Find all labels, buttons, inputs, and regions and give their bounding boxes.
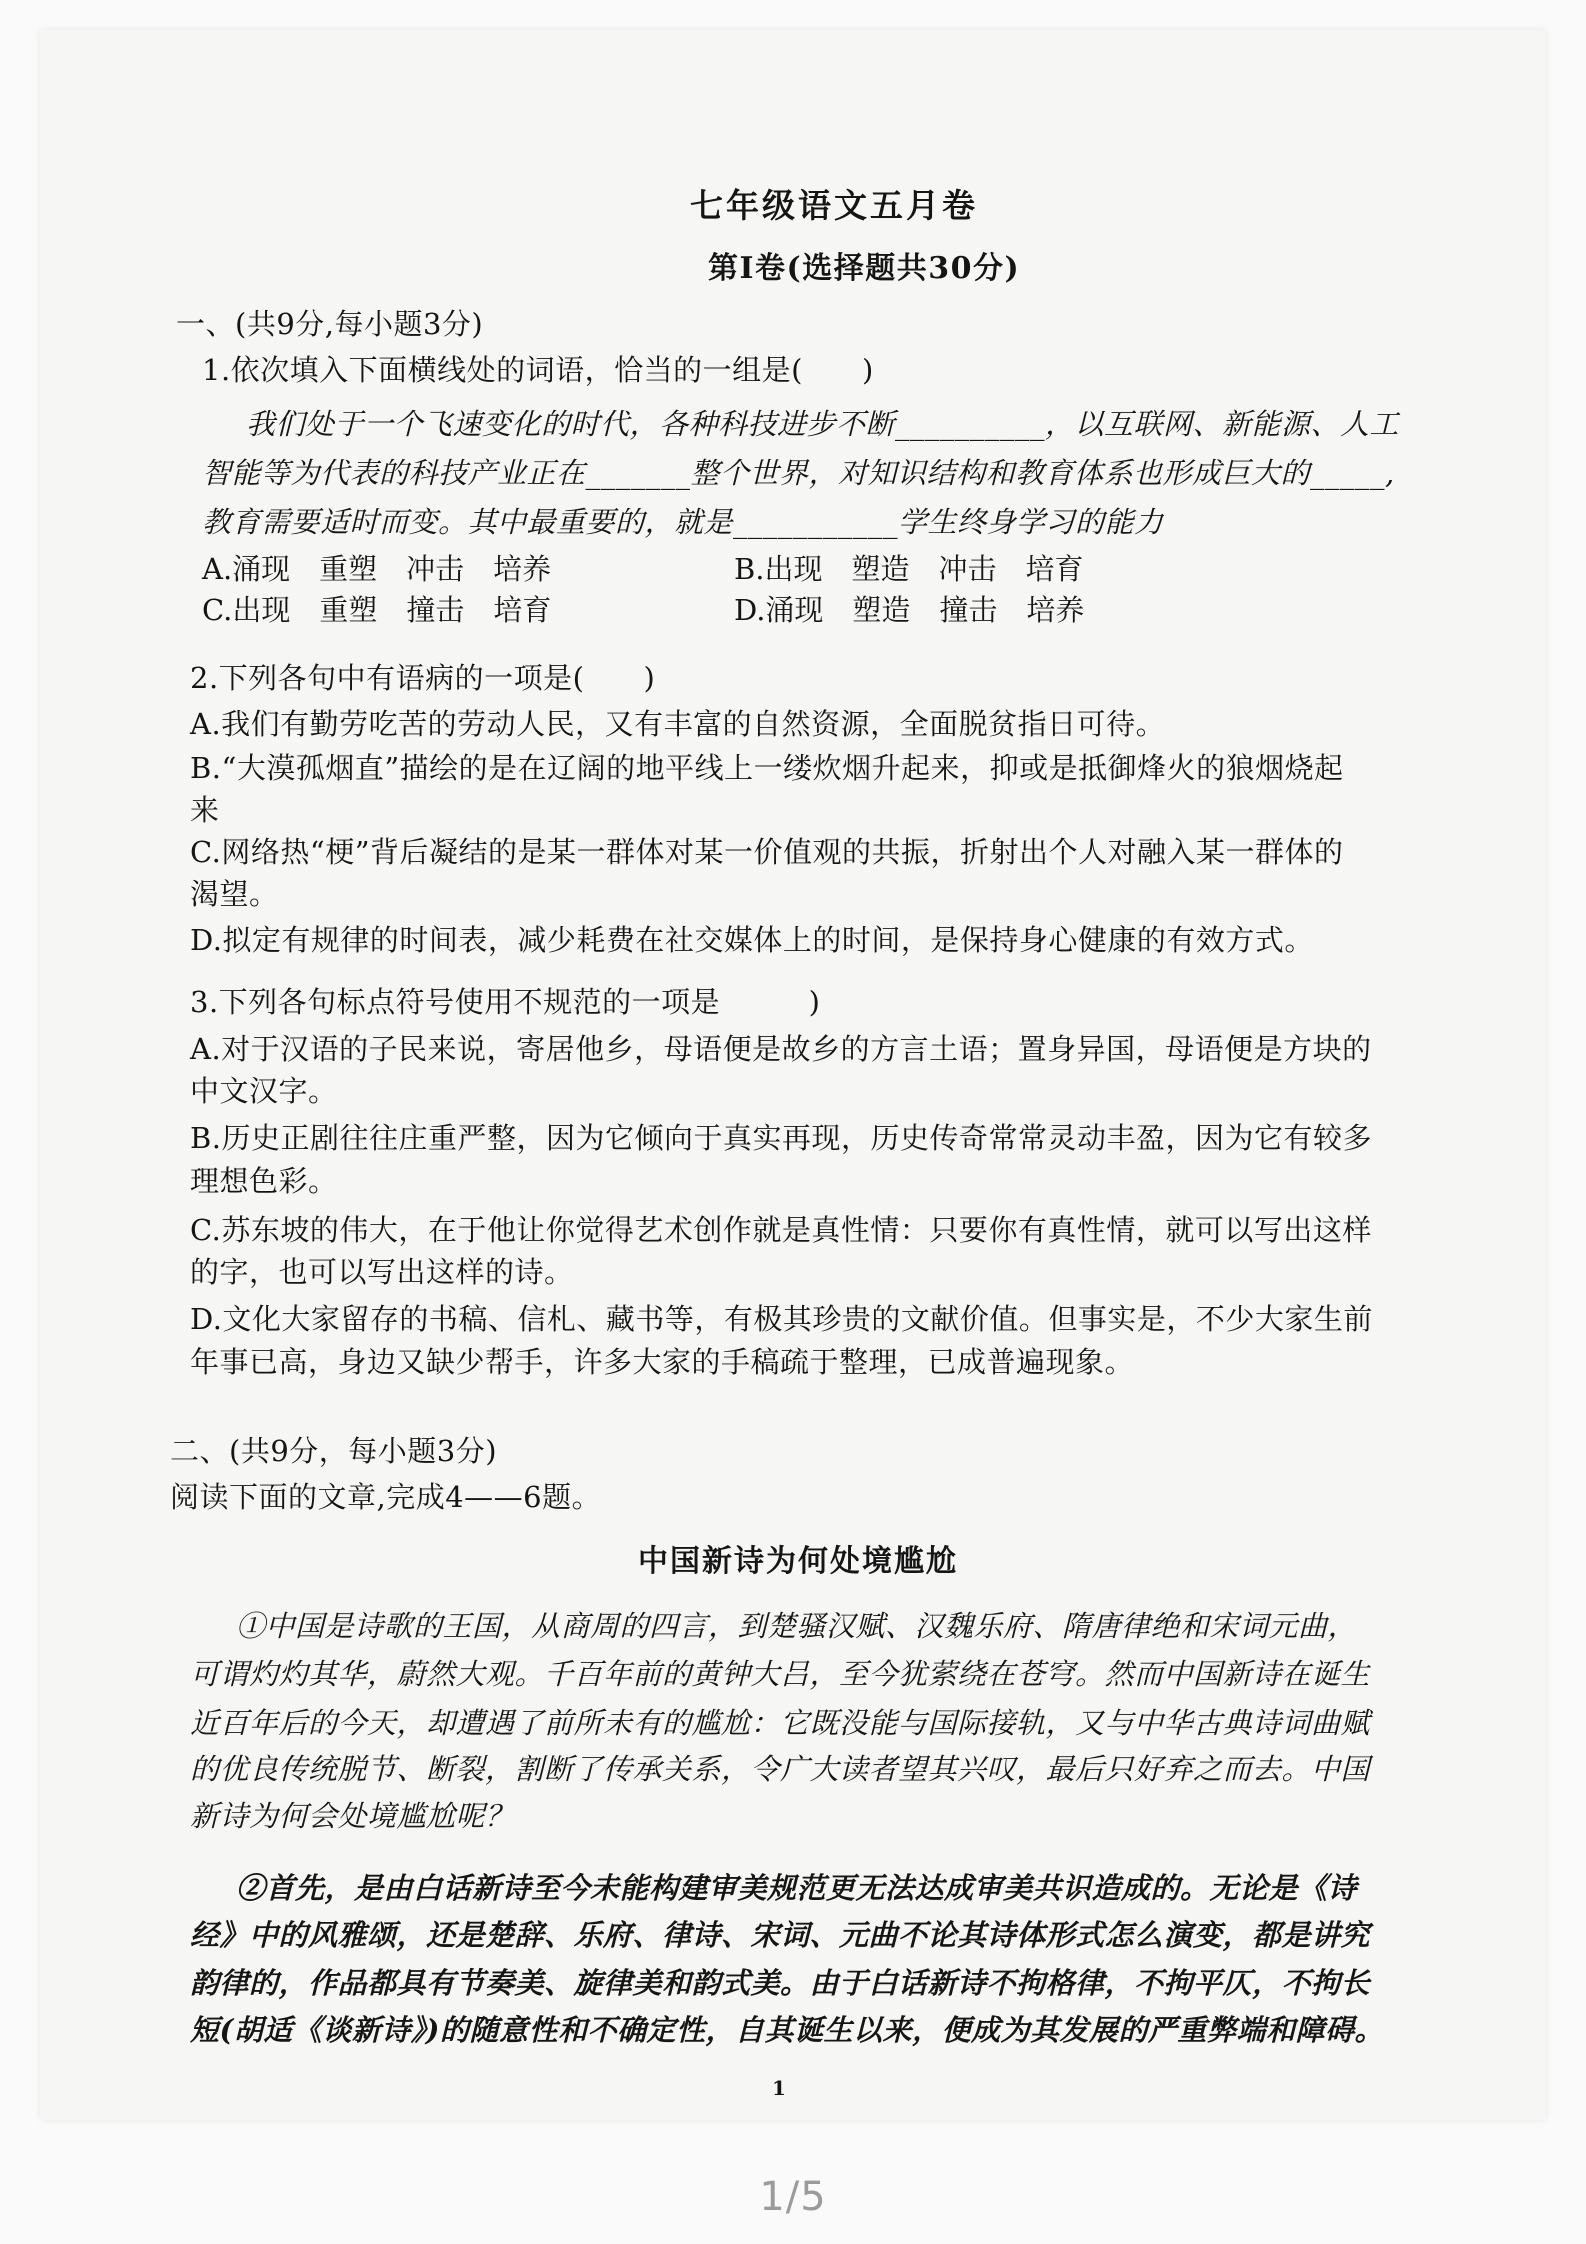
q3-line: 中文汉字。 [190, 1074, 338, 1108]
q2-line: 来 [190, 793, 220, 827]
page-number: 1 [772, 2076, 787, 2100]
q1-passage-line: 教育需要适时而变。其中最重要的，就是___________学生终身学习的能力 [202, 505, 1164, 539]
section2-instruction: 阅读下面的文章,完成4——6题。 [170, 1480, 602, 1514]
essay-para2-line: 经》中的风雅颂，还是楚辞、乐府、律诗、宋词、元曲不论其诗体形式怎么演变，都是讲究 [190, 1918, 1371, 1952]
page-indicator: 1/5 [759, 2174, 827, 2220]
q2-line: C.网络热“梗”背后凝结的是某一群体对某一价值观的共振，折射出个人对融入某一群体的 [190, 835, 1344, 869]
q3-line: D.文化大家留存的书稿、信札、藏书等，有极其珍贵的文献价值。但事实是，不少大家生前 [190, 1302, 1373, 1336]
section1-header: 一、(共9分,每小题3分) [176, 307, 484, 341]
essay-para2-line: ②首先，是由白话新诗至今未能构建审美规范更无法达成审美共识造成的。无论是《诗 [236, 1871, 1358, 1905]
q3-line: B.历史正剧往往庄重严整，因为它倾向于真实再现，历史传奇常常灵动丰盈，因为它有较多 [190, 1121, 1373, 1155]
q1-option-b: B.出现 塑造 冲击 培育 [734, 552, 1084, 586]
exam-page [40, 30, 1546, 2120]
q1-option-d: D.涌现 塑造 撞击 培养 [734, 593, 1085, 627]
essay-para1-line: ①中国是诗歌的王国，从商周的四言，到楚骚汉赋、汉魏乐府、隋唐律绝和宋词元曲， [236, 1609, 1358, 1643]
q3-stem: 3.下列各句标点符号使用不规范的一项是 ) [190, 985, 821, 1019]
q3-line: 年事已高，身边又缺少帮手，许多大家的手稿疏于整理，已成普遍现象。 [190, 1345, 1135, 1379]
q2-line: B.“大漠孤烟直”描绘的是在辽阔的地平线上一缕炊烟升起来，抑或是抵御烽火的狼烟烧起 [190, 751, 1344, 785]
q3-line: 的字，也可以写出这样的诗。 [190, 1255, 574, 1289]
q2-stem: 2.下列各句中有语病的一项是( ) [190, 661, 656, 695]
q1-option-a: A.涌现 重塑 冲击 培养 [202, 552, 552, 586]
q2-line: A.我们有勤劳吃苦的劳动人民，又有丰富的自然资源，全面脱贫指日可待。 [190, 707, 1166, 741]
essay-para1-line: 的优良传统脱节、断裂，割断了传承关系，令广大读者望其兴叹，最后只好弃之而去。中国 [190, 1752, 1371, 1786]
q1-stem: 1.依次填入下面横线处的词语，恰当的一组是( ) [202, 353, 874, 387]
volume-title: 第Ⅰ卷(选择题共30分) [708, 251, 1021, 286]
q2-line: 渴望。 [190, 877, 279, 911]
q2-line: D.拟定有规律的时间表，减少耗费在社交媒体上的时间，是保持身心健康的有效方式。 [190, 923, 1314, 957]
essay-para2-line: 短(胡适《谈新诗》)的随意性和不确定性，自其诞生以来，便成为其发展的严重弊端和障碍。 [190, 2013, 1384, 2047]
essay-para1-line: 可谓灼灼其华，蔚然大观。千百年前的黄钟大吕，至今犹萦绕在苍穹。然而中国新诗在诞生 [190, 1657, 1371, 1691]
q1-option-c: C.出现 重塑 撞击 培育 [202, 593, 552, 627]
q1-passage-line: 我们处于一个飞速变化的时代，各种科技进步不断__________，以互联网、新能源、人工 [246, 407, 1400, 441]
essay-para2-line: 韵律的，作品都具有节奏美、旋律美和韵式美。由于白话新诗不拘格律，不拘平仄，不拘长 [190, 1966, 1371, 2000]
q1-passage-line: 智能等为代表的科技产业正在_______整个世界，对知识结构和教育体系也形成巨大的_____, [202, 456, 1395, 490]
section2-header: 二、(共9分，每小题3分) [170, 1434, 498, 1468]
q3-line: 理想色彩。 [190, 1164, 338, 1198]
essay-title: 中国新诗为何处境尴尬 [638, 1544, 958, 1579]
q3-line: C.苏东坡的伟大，在于他让你觉得艺术创作就是真性情：只要你有真性情，就可以写出这样 [190, 1213, 1372, 1247]
page-title: 七年级语文五月卷 [690, 186, 978, 225]
essay-para1-line: 新诗为何会处境尴尬呢？ [190, 1799, 515, 1833]
q3-line: A.对于汉语的子民来说，寄居他乡，母语便是故乡的方言土语；置身异国，母语便是方块的 [190, 1032, 1372, 1066]
essay-para1-line: 近百年后的今天，却遭遇了前所未有的尴尬：它既没能与国际接轨，又与中华古典诗词曲赋 [190, 1706, 1371, 1740]
